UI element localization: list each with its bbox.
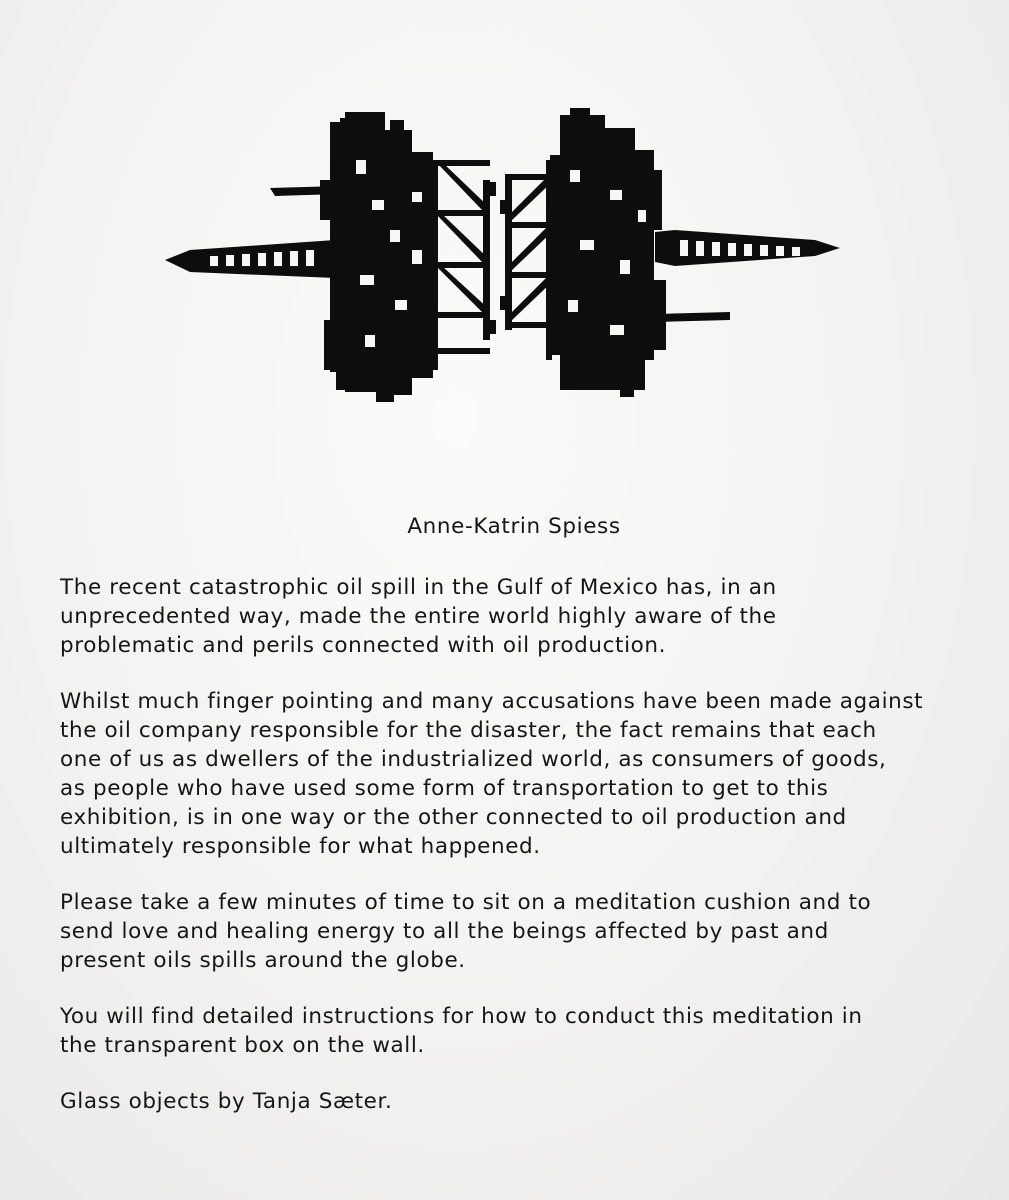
right-oil-rig-silhouette [500,108,840,397]
paragraph-meditation-invitation: Please take a few minutes of time to sit on a meditation cushion and to send love and healing energy to all the beings affected by past and present oils spills around the globe. [60,890,872,973]
paragraph-responsibility: Whilst much finger pointing and many accusations have been made against the oil company responsible for the disaster, the fact remains that each one of us as dwellers of the industrialized world, as consumers of goods, as people who have used some form of transportation to get to this exhibition, is in one way or the other connected to oil production and ultimately responsible for what happened. [60,689,924,859]
paragraph-oil-spill-intro: The recent catastrophic oil spill in the Gulf of Mexico has, in an unprecedented way, made the entire world highly aware of the problematic and perils connected with oil production. [60,575,777,658]
paragraph-glass-credit: Glass objects by Tanja Sæter. [60,1089,393,1114]
paragraph-instructions: You will find detailed instructions for how to conduct this meditation in the transparent box on the wall. [60,1004,863,1058]
exhibition-text [60,512,960,1116]
artist-name: Anne-Katrin Spiess [407,514,621,539]
oil-rig-silhouette-artwork [150,100,850,410]
